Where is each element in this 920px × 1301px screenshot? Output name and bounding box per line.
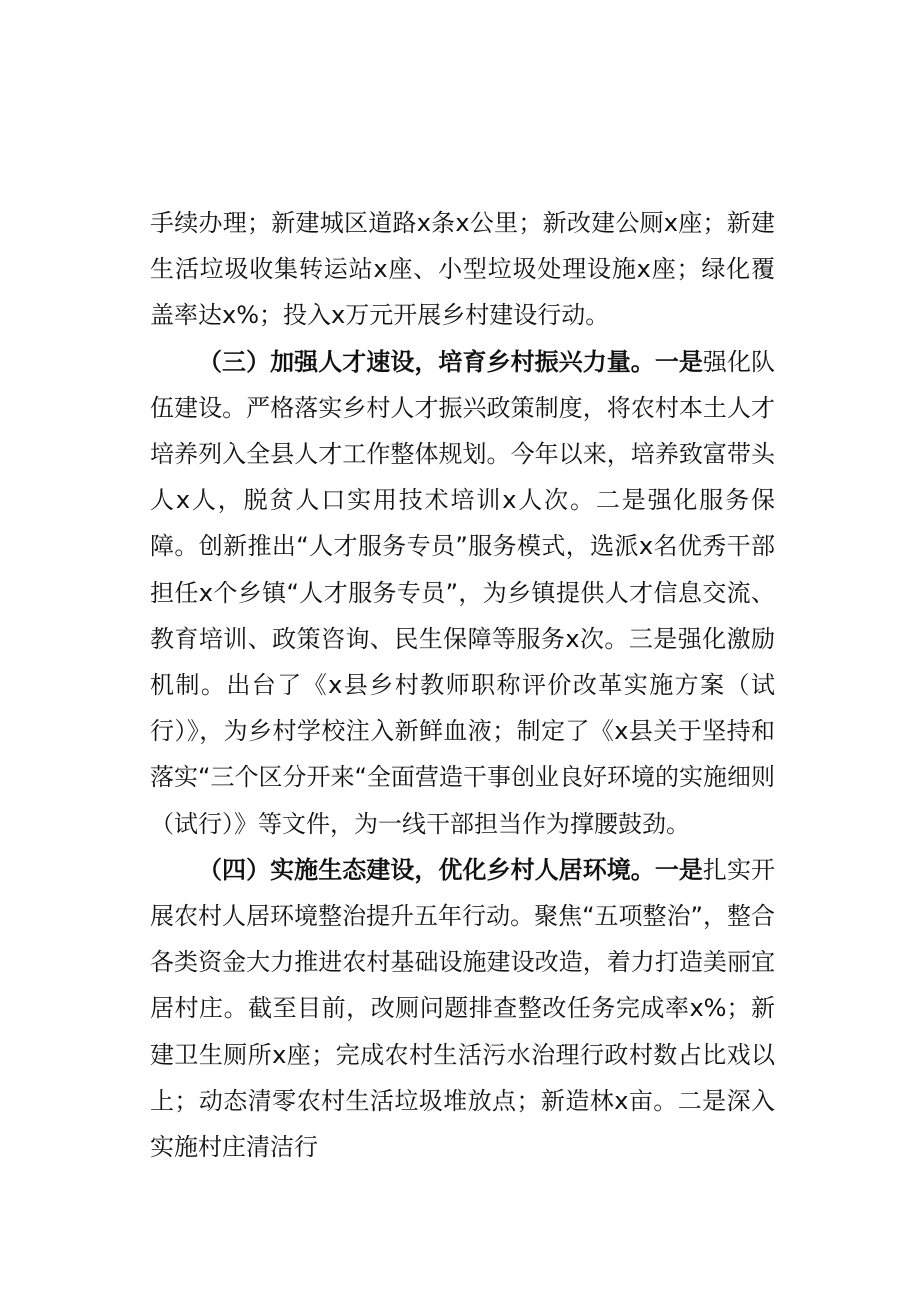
section-four-heading: （四）实施生态建设，优化乡村人居环境。 (198, 855, 655, 884)
section-three-heading: （三）加强人才速设，培育乡村振兴力量。 (198, 347, 655, 376)
section-three-body: 强化队伍建设。严格落实乡村人才振兴政策制度，将农村本土人才培养列入全县人才工作整体规划。今年以来，培养致富带头人x人，脱贫人口实用技术培训x人次。二是强化服务保障。创新推出“人才服务专员”服务模式，选派x名优秀干部担任x个乡镇“人才服务专员”，为乡镇提供人才信息交流、教育培训、政策咨询、民生保障等服务x次。三是强化激励机制。出台了《x县乡村教师职称评价改革实施方案（试行）》，为乡村学校注入新鲜血液；制定了《x县关于坚持和落实“三个区分开来“全面营造干事创业良好环境的实施细则（试行）》等文件，为一线干部担当作为撑腰鼓劲。 (150, 347, 776, 838)
section-four-body: 扎实开展农村人居环境整治提升五年行动。聚焦“五项整治”，整合各类资金大力推进农村基础设施建设改造，着力打造美丽宜居村庄。截至目前，改厕问题排查整改任务完成率x%；新建卫生厕所x座；完成农村生活污水治理行政村数占比戏以上；动态清零农村生活垃圾堆放点；新造林x亩。二是深入实施村庄清洁行 (150, 855, 776, 1162)
section-three-lead: 一是 (654, 347, 703, 376)
paragraph-continued (150, 200, 775, 339)
document-body (150, 200, 775, 1170)
paragraph-continued-text: 手续办理；新建城区道路x条x公里；新改建公厕x座；新建生活垃圾收集转运站x座、小型垃圾处理设施x座；绿化覆盖率达x%；投入x万元开展乡村建设行动。 (150, 209, 775, 330)
paragraph-section-four (150, 847, 775, 1170)
section-four-lead: 一是 (654, 855, 703, 884)
paragraph-section-three (150, 339, 775, 847)
